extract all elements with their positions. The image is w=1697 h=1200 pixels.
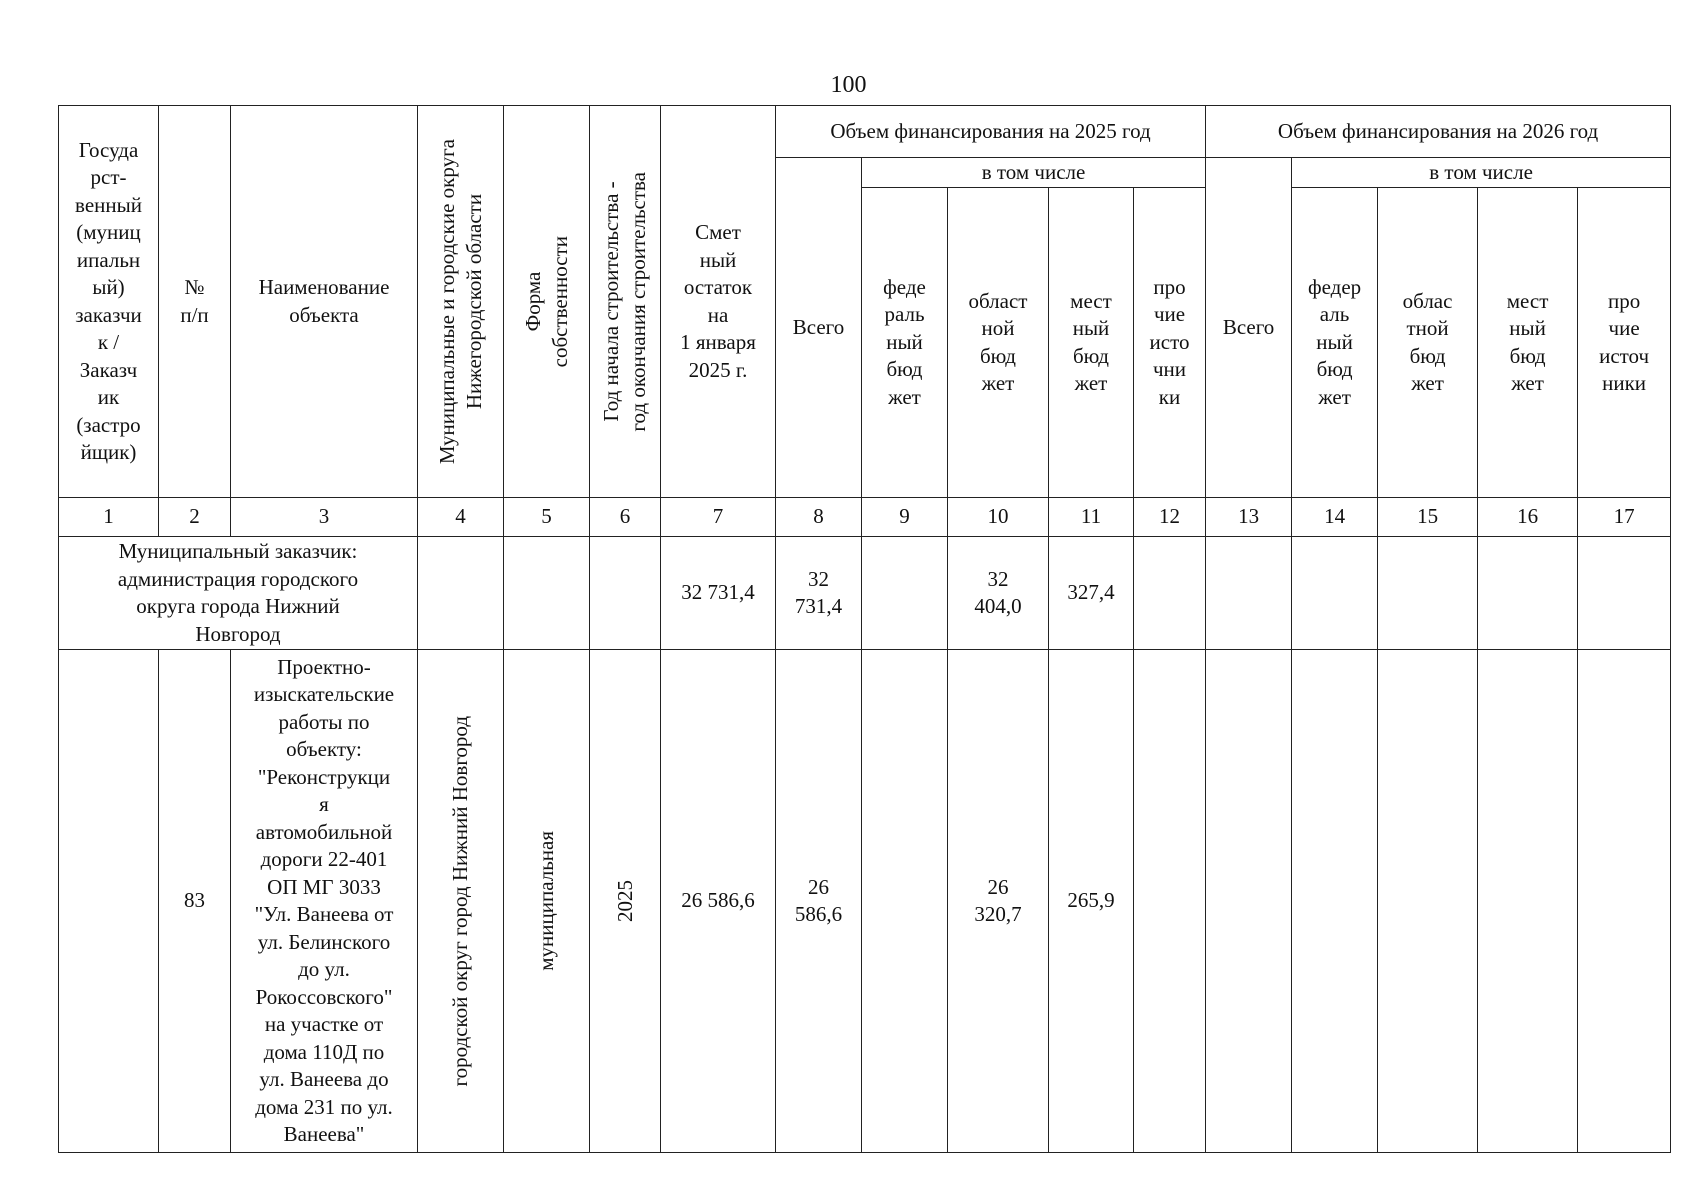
object-name: Проектно- изыскательские работы по объекту: "Реконструкци я автомобильной дороги 22-401 ОП МГ 3033 "Ул. Ванеева от ул. Белинского до ул. Рокоссовского" на участке от дома 110Д по ул. Ванеева до дома 231 по ул. Ванеева" — [231, 650, 418, 1153]
header-including-2026: в том числе — [1292, 158, 1671, 188]
header-including-2025: в том числе — [862, 158, 1206, 188]
header-object-name: Наименование объекта — [231, 106, 418, 498]
column-number: 2 — [159, 498, 231, 537]
table-cell — [1206, 537, 1292, 650]
table-cell — [418, 537, 504, 650]
column-number: 4 — [418, 498, 504, 537]
object-local-2025: 265,9 — [1049, 650, 1134, 1153]
header-federal-2025: феде раль ный бюд жет — [862, 188, 948, 498]
table-cell — [504, 537, 590, 650]
table-cell — [1478, 650, 1578, 1153]
object-years: 2025 — [590, 650, 661, 1153]
header-local-2025: мест ный бюд жет — [1049, 188, 1134, 498]
table-cell — [1292, 650, 1378, 1153]
customer-label: Муниципальный заказчик: администрация городского округа города Нижний Новгород — [59, 537, 418, 650]
header-number: № п/п — [159, 106, 231, 498]
header-other-2025: про чие исто чни ки — [1134, 188, 1206, 498]
header-group-2025: Объем финансирования на 2025 год — [776, 106, 1206, 158]
header-estimate-balance: Смет ный остаток на 1 января 2025 г. — [661, 106, 776, 498]
column-number: 16 — [1478, 498, 1578, 537]
page-number: 100 — [830, 72, 867, 98]
column-number: 11 — [1049, 498, 1134, 537]
table-cell — [862, 650, 948, 1153]
header-years: Год начала строительства - год окончания строительства — [590, 106, 661, 498]
table-cell — [862, 537, 948, 650]
object-row — [59, 650, 1671, 1153]
customer-row — [59, 537, 1671, 650]
header-total-2026: Всего — [1206, 158, 1292, 498]
header-regional-2026: облас тной бюд жет — [1378, 188, 1478, 498]
object-total-2025: 26 586,6 — [776, 650, 862, 1153]
object-district: городской округ город Нижний Новгород — [418, 650, 504, 1153]
column-number: 5 — [504, 498, 590, 537]
table-cell — [1378, 537, 1478, 650]
table-cell — [1292, 537, 1378, 650]
column-number: 10 — [948, 498, 1049, 537]
header-other-2026: про чие источ ники — [1578, 188, 1671, 498]
header-ownership: Форма собственности — [504, 106, 590, 498]
header-total-2025: Всего — [776, 158, 862, 498]
table-cell — [1578, 650, 1671, 1153]
financing-table — [58, 105, 1671, 1153]
customer-total-2025: 32 731,4 — [776, 537, 862, 650]
table-cell — [1134, 650, 1206, 1153]
column-number: 6 — [590, 498, 661, 537]
column-number: 13 — [1206, 498, 1292, 537]
customer-estimate: 32 731,4 — [661, 537, 776, 650]
header-regional-2025: област ной бюд жет — [948, 188, 1049, 498]
customer-regional-2025: 32 404,0 — [948, 537, 1049, 650]
column-number: 17 — [1578, 498, 1671, 537]
column-number: 14 — [1292, 498, 1378, 537]
object-regional-2025: 26 320,7 — [948, 650, 1049, 1153]
table-cell — [1378, 650, 1478, 1153]
column-number: 3 — [231, 498, 418, 537]
header-group-2026: Объем финансирования на 2026 год — [1206, 106, 1671, 158]
object-ownership: муниципальная — [504, 650, 590, 1153]
column-number: 1 — [59, 498, 159, 537]
header-district: Муниципальные и городские округа Нижегородской области — [418, 106, 504, 498]
column-number: 15 — [1378, 498, 1478, 537]
table-cell — [1478, 537, 1578, 650]
table-cell — [59, 650, 159, 1153]
column-number: 7 — [661, 498, 776, 537]
column-number: 12 — [1134, 498, 1206, 537]
table-cell — [1578, 537, 1671, 650]
header-federal-2026: федер аль ный бюд жет — [1292, 188, 1378, 498]
object-estimate: 26 586,6 — [661, 650, 776, 1153]
table-cell — [1134, 537, 1206, 650]
column-number: 8 — [776, 498, 862, 537]
customer-local-2025: 327,4 — [1049, 537, 1134, 650]
table-cell — [590, 537, 661, 650]
column-number: 9 — [862, 498, 948, 537]
header-customer: Госуда рст- венный (муниц ипальн ый) заказчи к / Заказч ик (застро йщик) — [59, 106, 159, 498]
header-local-2026: мест ный бюд жет — [1478, 188, 1578, 498]
table-cell — [1206, 650, 1292, 1153]
object-number: 83 — [159, 650, 231, 1153]
